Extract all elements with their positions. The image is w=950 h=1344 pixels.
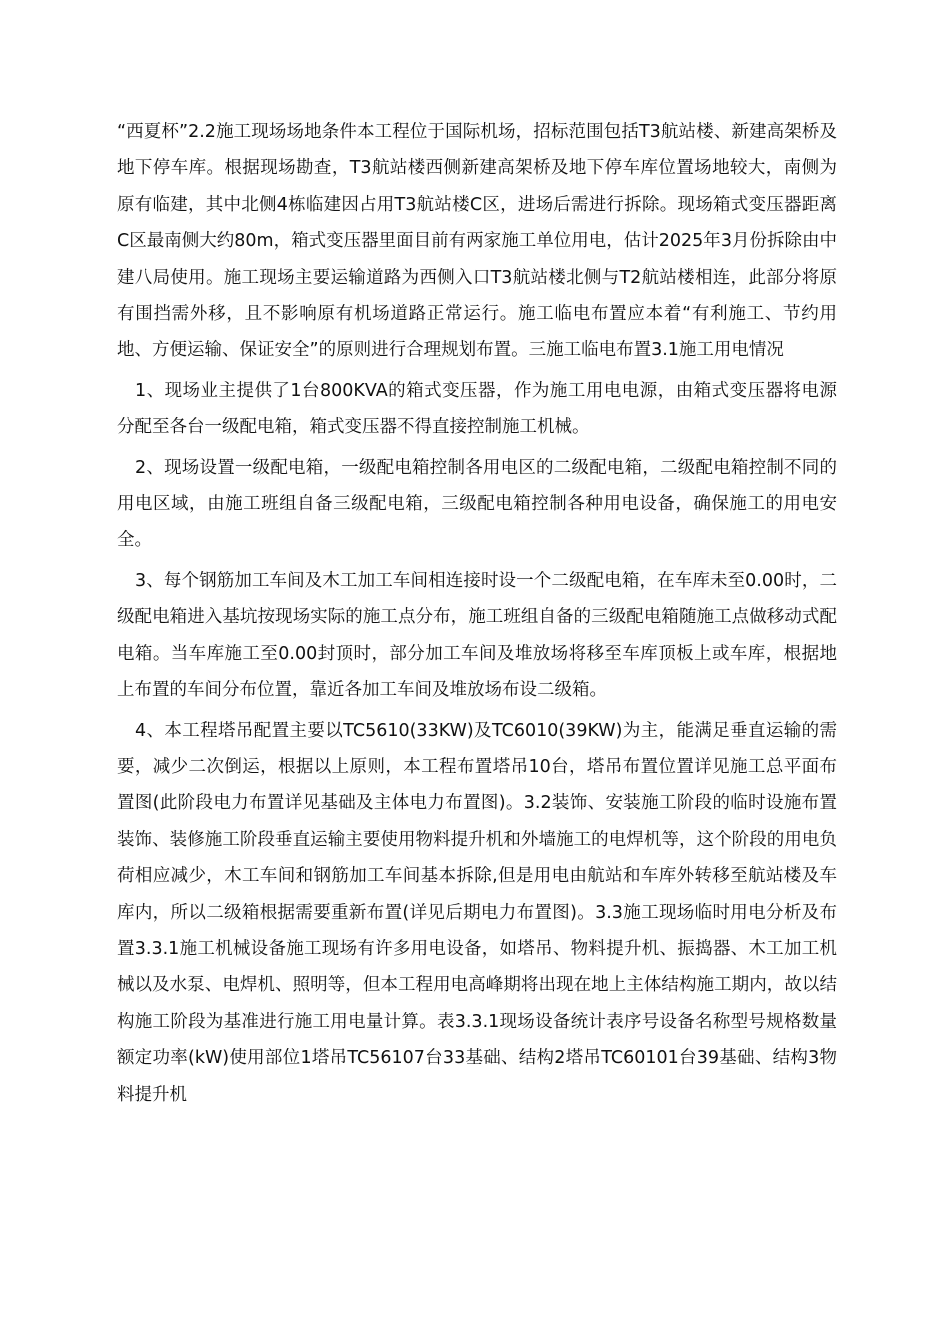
paragraph-site-conditions: “西夏杯”2.2施工现场场地条件本工程位于国际机场，招标范围包括T3航站楼、新建高架桥及地下停车库。根据现场勘查，T3航站楼西侧新建高架桥及地下停车库位置场地较大，南侧为原有临建，其中北侧4栋临建因占用T3航站楼C区，进场后需进行拆除。现场箱式变压器距离C区最南侧大约80m，箱式变压器里面目前有两家施工单位用电，估计2025年3月份拆除由中建八局使用。施工现场主要运输道路为西侧入口T3航站楼北侧与T2航站楼相连，此部分将原有围挡需外移，且不影响原有机场道路正常运行。施工临电布置应本着“有利施工、节约用地、方便运输、保证安全”的原则进行合理规划布置。三施工临电布置3.1施工用电情况 (117, 122, 837, 361)
document-body (117, 114, 837, 1113)
paragraph-item-2: 2、现场设置一级配电箱，一级配电箱控制各用电区的二级配电箱，二级配电箱控制不同的用电区域，由施工班组自备三级配电箱，三级配电箱控制各种用电设备，确保施工的用电安全。 (117, 457, 837, 551)
paragraph-item-1: 1、现场业主提供了1台800KVA的箱式变压器，作为施工用电电源，由箱式变压器将电源分配至各台一级配电箱，箱式变压器不得直接控制施工机械。 (117, 380, 837, 438)
paragraph-item-4: 4、本工程塔吊配置主要以TC5610(33KW)及TC6010(39KW)为主，能满足垂直运输的需要，减少二次倒运，根据以上原则，本工程布置塔吊10台，塔吊布置位置详见施工总平面布置图(此阶段电力布置详见基础及主体电力布置图)。3.2装饰、安装施工阶段的临时设施布置装饰、装修施工阶段垂直运输主要使用物料提升机和外墙施工的电焊机等，这个阶段的用电负荷相应减少，木工车间和钢筋加工车间基本拆除,但是用电由航站和车库外转移至航站楼及车库内，所以二级箱根据需要重新布置(详见后期电力布置图)。3.3施工现场临时用电分析及布置3.3.1施工机械设备施工现场有许多用电设备，如塔吊、物料提升机、振捣器、木工加工机械以及水泵、电焊机、照明等，但本工程用电高峰期将出现在地上主体结构施工期内，故以结构施工阶段为基准进行施工用电量计算。表3.3.1现场设备统计表序号设备名称型号规格数量额定功率(kW)使用部位1塔吊TC56107台33基础、结构2塔吊TC60101台39基础、结构3物料提升机 (117, 720, 837, 1105)
paragraph-item-3: 3、每个钢筋加工车间及木工加工车间相连接时设一个二级配电箱，在车库未至0.00时，二级配电箱进入基坑按现场实际的施工点分布，施工班组自备的三级配电箱随施工点做移动式配电箱。当车库施工至0.00封顶时，部分加工车间及堆放场将移至车库顶板上或车库，根据地上布置的车间分布位置，靠近各加工车间及堆放场布设二级箱。 (117, 570, 837, 701)
